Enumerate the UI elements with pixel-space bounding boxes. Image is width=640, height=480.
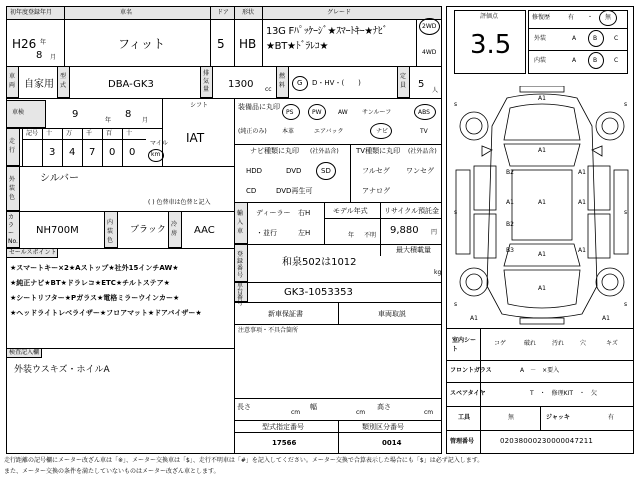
tools-value: 無 (508, 414, 515, 421)
equipment-sub: (純正のみ) (238, 128, 267, 135)
diagram-s-mark: s (624, 301, 628, 308)
jack-label: ジャッキ (546, 414, 570, 421)
model-year-unit: 年 (348, 232, 355, 239)
length-label: 長さ (237, 403, 251, 411)
fuel-label: 燃料 (279, 73, 286, 89)
model-value: DBA-GK3 (108, 79, 154, 90)
disp-label: 排気量 (203, 70, 210, 93)
damage-label: A1 (602, 315, 610, 322)
footer-line-2: また、メーター交換の条件を満たしていないものはメーター改ざん車とします。 (4, 468, 220, 475)
exterior-note: ( ) 色替車は色替と記入 (148, 199, 211, 206)
exterior-grade-label: 外装 (534, 35, 547, 42)
diagram-s-mark: s (454, 209, 458, 216)
recycle-label: リサイクル預託金 (384, 207, 440, 215)
height-unit: cm (424, 409, 434, 416)
damage-label: B3 (506, 247, 514, 254)
mgmt-value: 02038000230000047211 (500, 437, 594, 445)
designation-value: 17566 (272, 439, 297, 447)
damage-label: A1 (538, 285, 546, 292)
score-value: 3.5 (470, 30, 512, 60)
ac-label: 冷房 (171, 221, 178, 237)
repair-dot: ・ (587, 14, 594, 21)
width-label: 幅 (310, 403, 317, 411)
recycle-value: 9,880 (390, 225, 419, 236)
notes-label: 注意事項・不具合箇所 (238, 327, 299, 334)
damage-label: A1 (470, 315, 478, 322)
body-shape: HB (239, 37, 257, 51)
import-dealer: ディーラー (256, 209, 291, 217)
first-reg-label: 初年度登録年月 (10, 9, 53, 16)
equip-item-bottom: エアバック (314, 128, 344, 135)
designation-label: 型式指定番号 (262, 423, 304, 431)
car-name: フィット (118, 37, 166, 51)
cap-value: 5 (418, 79, 425, 90)
km-label: km (151, 151, 161, 158)
registration-label: 登録番号 (237, 251, 244, 279)
reg-era: H26 (12, 37, 37, 51)
name-label: 車名 (120, 9, 133, 16)
equip-item-bottom: TV (420, 128, 428, 135)
damage-label: A1 (538, 147, 546, 154)
tv-title: TV種類に丸印 (356, 147, 401, 155)
inspection-year: 9 (72, 109, 79, 120)
spare-value: T ・ 修理KIT ・ 欠 (530, 390, 598, 397)
repair-label: 修復歴 (532, 14, 551, 21)
mileage-unit-5: 十 (126, 130, 133, 137)
mileage-unit-3: 千 (86, 130, 93, 137)
equip-item-top: AW (338, 109, 348, 116)
sales-point-label: セールスポイント (9, 249, 57, 256)
sales-point-line: ★ヘッドライトレベライザー★フロアマット★ドアバイザー★ (10, 309, 202, 317)
chassis-value: GK3-1053353 (284, 287, 353, 298)
class-label: 類別区分番号 (362, 423, 404, 431)
door-count: 5 (217, 37, 225, 51)
inspector-value: 外装ウスキズ・ホイルA (14, 365, 110, 375)
grade-label: グレード (327, 9, 352, 16)
sales-point-line: ★シートリフター★Pガラス★電格ミラーウインカー★ (10, 294, 180, 302)
tools-label: 工具 (458, 414, 471, 421)
cap-label: 定員 (400, 73, 407, 89)
height-label: 高さ (377, 403, 391, 411)
damage-label: A1 (578, 247, 586, 254)
color-code-value: NH700M (36, 225, 79, 236)
tv-analog: アナログ (362, 187, 390, 195)
use-label: 車両 (9, 73, 16, 89)
door-label: ドア (217, 9, 229, 16)
seat-item: コゲ (494, 340, 507, 347)
damage-label: B2 (506, 221, 514, 228)
mgmt-label: 管理番号 (450, 438, 475, 445)
footer-line-1: 走行距離の記号欄にメーター改ざん車は「※」、メーター交換車は「$」、走行不明車は「#」を記入してください。メーター交換で合算表示した場合にも「$」は必ず記入します。 (4, 457, 484, 464)
mile-label: マイル (150, 140, 168, 147)
disp-unit: cc (265, 86, 272, 93)
exterior-grade-a: A (572, 35, 577, 42)
model-year-unknown: 不明 (364, 232, 377, 239)
tv-oneseg: ワンセグ (406, 167, 434, 175)
equip-item-top: PS (286, 109, 294, 116)
fuel-other: D・HV・( ) (312, 79, 361, 87)
inspection-year-unit: 年 (105, 117, 112, 124)
new-car-warranty: 新車保証書 (268, 310, 303, 318)
interior-color-label: 内装色 (107, 219, 114, 244)
exterior-grade-c: C (614, 35, 619, 42)
import-label: 輸入車 (237, 210, 244, 235)
grade-value: 13G Fﾊﾟｯｹｰｼﾞ★ｽﾏｰﾄｷｰ★ﾅﾋﾞ★BT★ﾄﾞﾗﾚｺ★ (266, 26, 388, 52)
equip-item-bottom: ナビ (376, 128, 389, 135)
import-right: 右H (298, 209, 311, 217)
nav-cd: CD (246, 187, 257, 195)
mileage-digit-2: 4 (69, 147, 76, 158)
ac-value: AAC (194, 225, 215, 236)
use-value: 自家用 (24, 79, 54, 90)
equip-item-top: PW (312, 109, 322, 116)
nav-dvd: DVD (286, 167, 302, 175)
registration-value: 和泉502は1012 (282, 257, 357, 268)
import-left: 左H (298, 229, 311, 237)
color-code-label: カラーNo. (8, 214, 18, 245)
mileage-digit-5: 0 (129, 147, 136, 158)
mileage-unit-2: 万 (66, 130, 73, 137)
model-label: 型式 (60, 73, 67, 89)
mileage-unit-4: 百 (106, 130, 113, 137)
reg-month-unit: 月 (50, 54, 57, 61)
front-glass-value: A － ×要入 (520, 367, 560, 374)
damage-label: B2 (506, 169, 514, 176)
exterior-grade-b: B (593, 35, 598, 42)
equip-item-bottom: 本革 (282, 128, 295, 135)
exterior-label: 外装色 (9, 176, 16, 201)
disp-value: 1300 (228, 79, 254, 90)
drive-4wd: 4WD (422, 49, 437, 56)
tv-sub: (社外品含) (408, 148, 437, 155)
damage-label: A1 (578, 169, 586, 176)
interior-grade-a: A (572, 57, 577, 64)
class-value: 0014 (382, 439, 402, 447)
model-year-label: モデル年式 (333, 207, 368, 215)
sales-point-line: ★スマートキー×2★Aストップ★社外15インチAW★ (10, 264, 179, 272)
jack-value: 有 (608, 414, 615, 421)
interior-color-value: ブラック (130, 225, 166, 235)
equip-item-top: サンルーフ (362, 109, 392, 116)
nav-title: ナビ種類に丸印 (250, 147, 299, 155)
seat-label: 室内シート (452, 337, 477, 353)
damage-label: A1 (538, 251, 546, 258)
damage-label: A1 (538, 199, 546, 206)
drive-2wd: 2WD (422, 23, 437, 30)
repair-yes: 有 (568, 14, 575, 21)
reg-year-unit: 年 (40, 39, 47, 46)
spare-label: スペアタイヤ (450, 390, 486, 397)
interior-grade-c: C (614, 57, 619, 64)
load-label: 最大積載量 (396, 246, 431, 254)
exterior-value: シルバー (40, 173, 80, 184)
mileage-unit-0: 記号 (26, 130, 39, 137)
inspection-label: 車検 (12, 109, 25, 116)
diagram-s-mark: s (454, 301, 458, 308)
seat-item: 汚れ (552, 340, 565, 347)
seat-item: 破れ (524, 340, 537, 347)
repair-no: 無 (605, 14, 612, 21)
cap-unit: 人 (432, 87, 439, 94)
interior-grade-b: B (593, 57, 598, 64)
diagram-s-mark: s (624, 209, 628, 216)
shape-label: 形状 (242, 9, 255, 16)
load-unit: kg (434, 269, 442, 276)
diagram-s-mark: s (624, 101, 628, 108)
vehicle-manual: 車両取説 (378, 310, 406, 318)
nav-sd: SD (321, 167, 331, 175)
front-glass-label: フロントガラス (450, 367, 492, 374)
length-unit: cm (291, 409, 301, 416)
seat-item: 穴 (580, 340, 587, 347)
equipment-title: 装備品に丸印 (238, 103, 280, 111)
mileage-digit-1: 3 (49, 147, 56, 158)
damage-label: A1 (578, 199, 586, 206)
diagram-s-mark: s (454, 101, 458, 108)
chassis-label: 車台番号 (237, 282, 244, 307)
equip-item-top: ABS (418, 109, 430, 116)
mileage-label: 走行 (9, 138, 16, 154)
damage-label: A1 (538, 95, 546, 102)
import-other: ・並行 (256, 229, 277, 237)
inspection-month: 8 (125, 109, 132, 120)
inspector-label: 検査記入欄 (9, 349, 40, 356)
nav-hdd: HDD (246, 167, 263, 175)
score-label: 評価点 (480, 13, 499, 20)
sales-point-line: ★純正ナビ★BT★ドラレコ★ETC★チルトステア★ (10, 279, 170, 287)
interior-grade-label: 内装 (534, 57, 547, 64)
inspection-month-unit: 月 (142, 117, 149, 124)
mileage-digit-3: 7 (89, 147, 96, 158)
damage-label: A1 (506, 199, 514, 206)
tv-fullseg: フルセグ (362, 167, 390, 175)
mileage-digit-4: 0 (109, 147, 116, 158)
fuel-g: G (297, 79, 303, 87)
nav-dvd-playback: DVD再生可 (276, 187, 313, 195)
shift-label: シフト (190, 102, 209, 109)
reg-month: 8 (36, 50, 43, 61)
recycle-unit: 円 (431, 229, 438, 236)
seat-item: キズ (606, 340, 618, 347)
car-damage-diagram (452, 86, 632, 326)
shift-value: IAT (186, 131, 205, 145)
nav-sub: (社外品含) (310, 148, 339, 155)
mileage-unit-1: 十 (46, 130, 53, 137)
width-unit: cm (356, 409, 366, 416)
